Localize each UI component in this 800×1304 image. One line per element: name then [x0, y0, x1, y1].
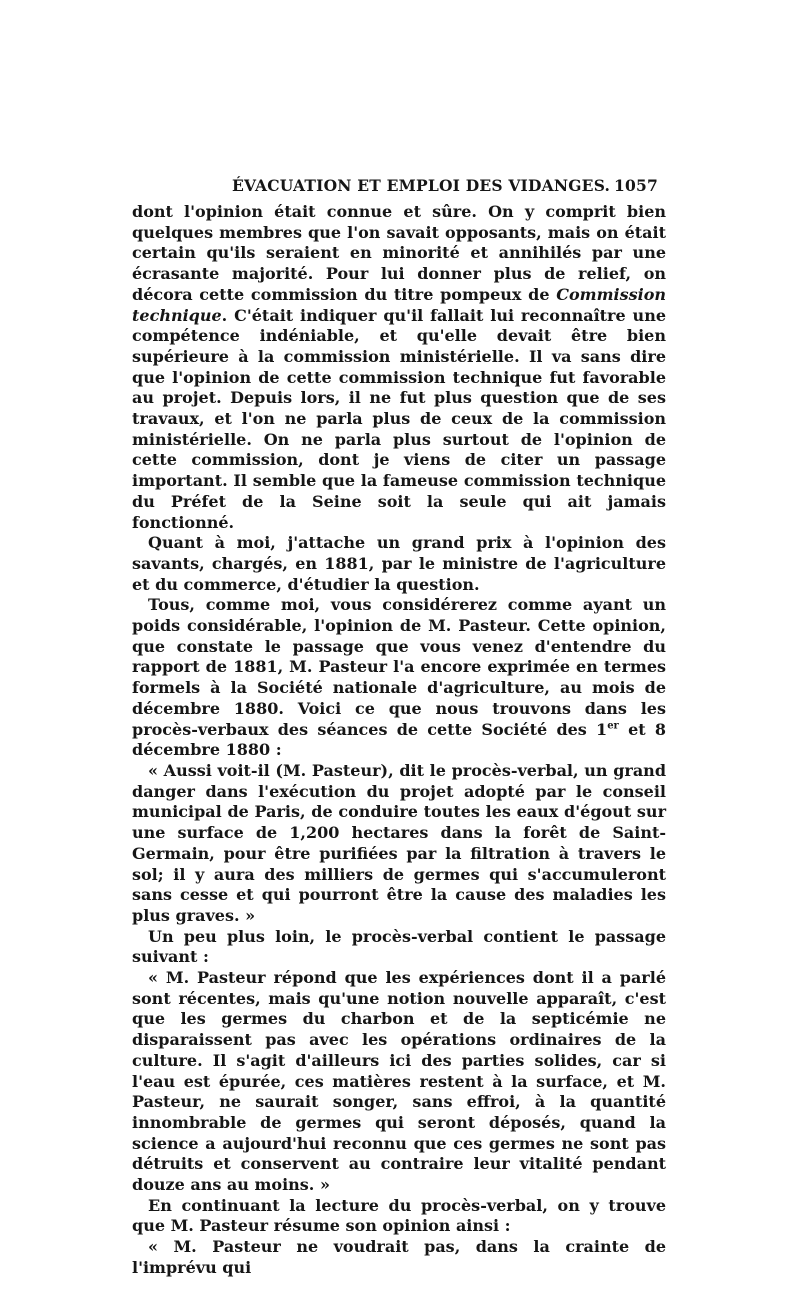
emphasis-commission-technique: Commission technique [132, 284, 666, 325]
paragraph-opinion-savants: Quant à moi, j'attache un grand prix à l'opinion des savants, chargés, en 1881, par le ministre de l'agriculture et du commerce, d'étudier la question. [132, 533, 666, 594]
paragraph-resume-opinion: En continuant la lecture du procès-verbal, on y trouve que M. Pasteur résume son opinion ainsi : [132, 1195, 666, 1236]
running-title: ÉVACUATION ET EMPLOI DES VIDANGES. [232, 176, 611, 195]
running-head [132, 176, 666, 202]
paragraph-text: . C'était indiquer qu'il fallait lui reconnaître une compétence indéniable, et qu'elle devait être bien supérieure à la commission ministérielle. Il va sans dire que l'opinion de cette commission technique fut favorable au projet. Depuis lors, il ne fut plus question que de ses travaux, et l'on ne parla plus de ceux de la commission ministérielle. On ne parla plus surtout de l'opinion de cette commission, dont je viens de citer un passage important. Il semble que la fameuse commission technique du Préfet de la Seine soit la seule qui ait jamais fonctionné. [132, 305, 666, 532]
quote-proces-verbal-2: « M. Pasteur répond que les expériences dont il a parlé sont récentes, mais qu'une notion nouvelle apparaît, c'est que les germes du charbon et de la septicémie ne disparaissent pas avec les opérations ordinaires de la culture. Il s'agit d'ailleurs ici des parties solides, car si l'eau est épurée, ces matières restent à la surface, et M. Pasteur, ne saurait songer, sans effroi, à la quantité innombrable de germes qui seront déposés, quand la science a aujourd'hui reconnu que ces germes ne sont pas détruits et conservent au contraire leur vitalité pendant douze ans au moins. » [132, 968, 666, 1195]
paragraph-opinion-pasteur [132, 595, 666, 761]
book-page [132, 176, 666, 1279]
superscript-er: er [607, 720, 619, 732]
paragraph-text: et 8 décembre 1880 : [132, 719, 667, 760]
quote-proces-verbal-3: « M. Pasteur ne voudrait pas, dans la crainte de l'imprévu qui [132, 1237, 666, 1277]
quote-proces-verbal-1: « Aussi voit-il (M. Pasteur), dit le procès-verbal, un grand danger dans l'exécution du projet adopté par le conseil municipal de Paris, de conduire toutes les eaux d'égout sur une surface de 1,200 hectares dans la forêt de Saint-Germain, pour être purifiées par la filtration à travers le sol; il y aura des milliers de germes qui s'accumuleront sans cesse et qui pourront être la cause des maladies les plus graves. » [132, 760, 666, 925]
paragraph-text: Tous, comme moi, vous considérerez comme ayant un poids considérable, l'opinion de M. Pasteur. Cette opinion, que constate le passage que vous venez d'entendre du rapport de 1881, M. Pasteur l'a encore exprimée en termes formels à la Société nationale d'agriculture, au mois de décembre 1880. Voici ce que nous trouvons dans les procès-verbaux des séances de cette Société des 1 [132, 595, 666, 739]
page-number: 1057 [614, 176, 658, 195]
paragraph-commission-technique [132, 202, 666, 533]
paragraph-passage-suivant: Un peu plus loin, le procès-verbal contient le passage suivant : [132, 926, 666, 967]
paragraph-text: dont l'opinion était connue et sûre. On y comprit bien quelques membres que l'on savait opposants, mais on était certain qu'ils seraient en minorité et annihilés par une écrasante majorité. Pour lui donner plus de relief, on décora cette commission du titre pompeux de [132, 202, 666, 304]
body-text [132, 202, 666, 1279]
